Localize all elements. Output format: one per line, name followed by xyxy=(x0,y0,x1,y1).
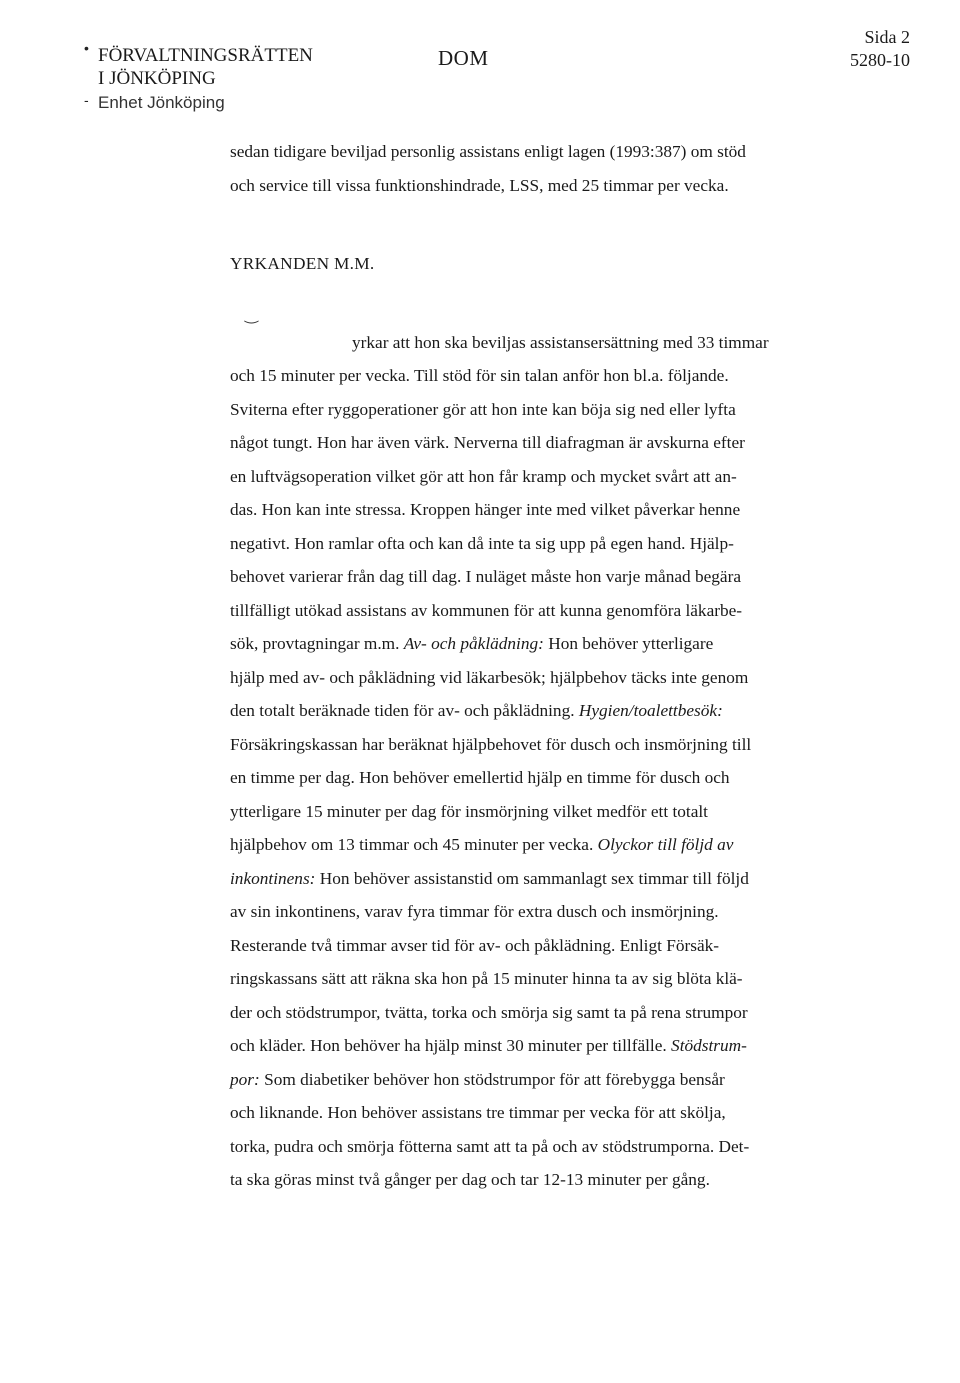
bullet-mark: • xyxy=(84,40,89,56)
text-line: ytterligare 15 minuter per dag för insmörjning vilket medför ett totalt xyxy=(230,801,708,821)
text-line: behovet varierar från dag till dag. I nuläget måste hon varje månad begära xyxy=(230,567,742,586)
intro-line: sedan tidigare beviljad personlig assistans enligt lagen (1993:387) om stöd xyxy=(230,142,746,161)
text-run: Hon behöver ytterligare xyxy=(543,634,714,653)
text-line: och liknande. Hon behöver assistans tre timmar per vecka för att skölja, xyxy=(230,1103,726,1122)
court-header xyxy=(98,44,313,114)
text-line xyxy=(230,862,830,896)
text-line: av sin inkontinens, varav fyra timmar för extra dusch och insmörjning. xyxy=(230,902,719,921)
page-info xyxy=(850,26,910,72)
text-line: en timme per dag. Hon behöver emellertid hjälp en timme för dusch och xyxy=(230,768,730,787)
text-line xyxy=(230,694,830,728)
court-unit: Enhet Jönköping xyxy=(98,93,225,112)
court-name: FÖRVALTNINGSRÄTTEN xyxy=(98,45,313,66)
subheading-italic: Hygien/toalettbesök: xyxy=(578,701,723,720)
text-line: och 15 minuter per vecka. Till stöd för sin talan anför hon bl.a. följande. xyxy=(230,366,729,385)
text-line: das. Hon kan inte stressa. Kroppen hänger inte med vilket påverkar henne xyxy=(230,500,741,519)
subheading-italic: Olyckor till följd av xyxy=(597,835,734,854)
spacer xyxy=(230,202,830,247)
text-line: negativt. Hon ramlar ofta och kan då inte ta sig upp på egen hand. Hjälp- xyxy=(230,533,734,553)
text-line xyxy=(230,627,830,661)
text-line: ta ska göras minst två gånger per dag och tar 12-13 minuter per gång. xyxy=(230,1170,710,1189)
case-number: 5280-10 xyxy=(850,50,910,70)
document-body xyxy=(230,135,830,1197)
text-line: ringskassans sätt att räkna ska hon på 15 minuter hinna ta av sig blöta klä- xyxy=(230,969,743,988)
text-line: der och stödstrumpor, tvätta, torka och smörja sig samt ta på rena strumpor xyxy=(230,1002,748,1022)
text-line: Försäkringskassan har beräknat hjälpbehovet för dusch och insmörjning till xyxy=(230,734,752,754)
intro-line: och service till vissa funktionshindrade, LSS, med 25 timmar per vecka. xyxy=(230,175,729,195)
document-type: DOM xyxy=(438,46,489,70)
text-run: Som diabetiker behöver hon stödstrumpor för att förebygga bensår xyxy=(259,1069,725,1089)
text-line: torka, pudra och smörja fötterna samt att ta på och av stödstrumporna. Det- xyxy=(230,1136,750,1156)
text-line: Sviterna efter ryggoperationer gör att hon inte kan böja sig ned eller lyfta xyxy=(230,399,736,419)
redaction-mark: ‿ xyxy=(245,307,258,324)
text-line: tillfälligt utökad assistans av kommunen för att kunna genomföra läkarbe- xyxy=(230,600,743,620)
subheading-italic: Av- och påklädning: xyxy=(403,634,544,653)
text-run: och kläder. Hon behöver ha hjälp minst 30 minuter per tillfälle. xyxy=(230,1036,672,1055)
text-line: hjälp med av- och påklädning vid läkarbesök; hjälpbehov täcks inte genom xyxy=(230,667,749,687)
text-line: Resterande två timmar avser tid för av- och påklädning. Enligt Försäk- xyxy=(230,935,720,955)
spacer xyxy=(230,281,830,326)
section-heading: YRKANDEN M.M. xyxy=(230,254,375,273)
page-number: Sida 2 xyxy=(864,27,910,47)
subheading-italic: por: xyxy=(230,1069,260,1089)
text-run: hjälpbehov om 13 timmar och 45 minuter per vecka. xyxy=(230,835,598,854)
subheading-italic: Stödstrum- xyxy=(671,1036,747,1055)
court-city: I JÖNKÖPING xyxy=(98,68,216,89)
text-line: yrkar att hon ska beviljas assistansersättning med 33 timmar xyxy=(352,332,769,352)
text-line xyxy=(230,1029,830,1063)
subheading-italic: inkontinens: xyxy=(230,868,316,888)
text-line: en luftvägsoperation vilket gör att hon får kramp och mycket svårt att an- xyxy=(230,466,737,486)
text-line xyxy=(230,828,830,862)
dash-mark: - xyxy=(84,92,89,108)
text-line xyxy=(230,1063,830,1097)
text-run: Hon behöver assistanstid om sammanlagt sex timmar till följd xyxy=(315,868,749,888)
text-line: något tungt. Hon har även värk. Nerverna till diafragman är avskurna efter xyxy=(230,433,745,452)
text-run: den totalt beräknade tiden för av- och påklädning. xyxy=(230,701,579,720)
text-run: sök, provtagningar m.m. xyxy=(230,634,404,653)
